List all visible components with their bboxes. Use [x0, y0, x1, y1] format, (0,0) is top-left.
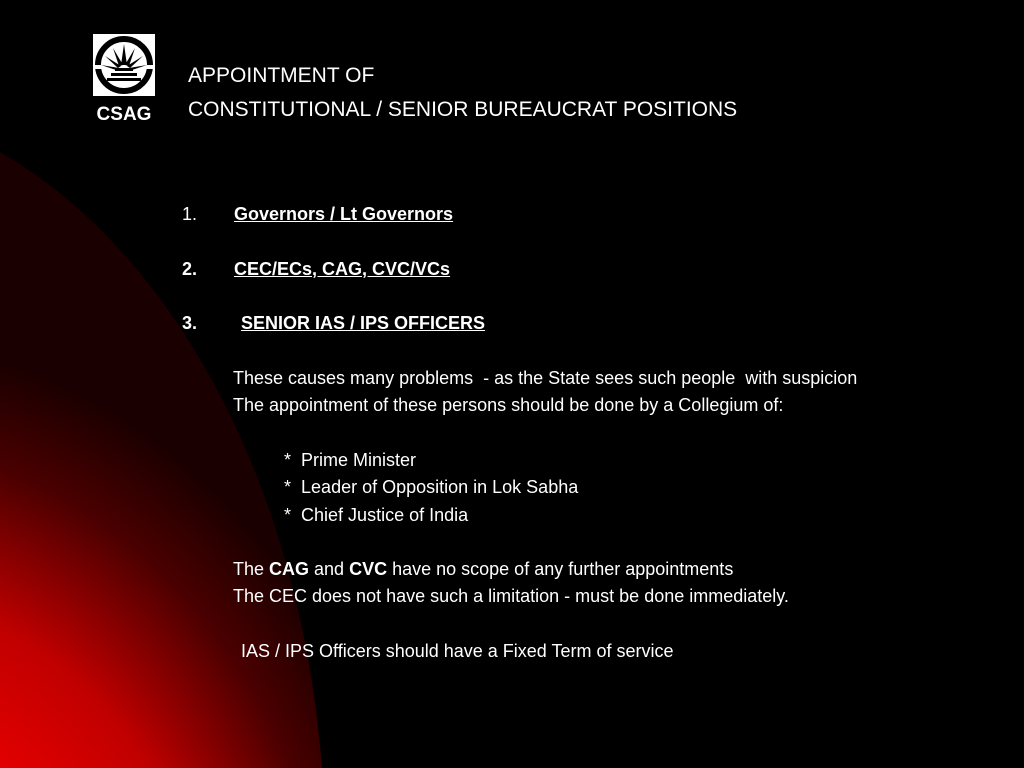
bullet-marker: *	[284, 450, 292, 470]
list-number-1: 1.	[182, 204, 198, 224]
red-arc-decoration	[0, 100, 325, 768]
list-item-governors: Governors / Lt Governors	[234, 204, 454, 224]
title-line-1: APPOINTMENT OF	[188, 64, 375, 87]
bullet-item	[284, 475, 578, 499]
logo-label: CSAG	[96, 104, 152, 125]
bullet-marker: *	[284, 505, 292, 525]
bullet-text: Chief Justice of India	[301, 505, 469, 525]
body-problems-text: These causes many problems - as the State sees such people with suspicion	[233, 368, 858, 388]
scope-post: have no scope of any further appointments	[387, 559, 734, 579]
scope-cvc: CVC	[349, 559, 388, 579]
body-fixed-term-text: IAS / IPS Officers should have a Fixed Term of service	[241, 641, 674, 661]
page-title	[188, 59, 737, 127]
scope-and: and	[309, 559, 350, 579]
bullet-text: Leader of Opposition in Lok Sabha	[301, 477, 579, 497]
list-item-cec: CEC/ECs, CAG, CVC/VCs	[234, 259, 451, 279]
logo	[93, 34, 155, 96]
title-line-2: CONSTITUTIONAL / SENIOR BUREAUCRAT POSITIONS	[188, 98, 738, 121]
body-scope-text	[233, 557, 733, 581]
bullet-marker: *	[284, 477, 292, 497]
list-item-senior-officers: SENIOR IAS / IPS OFFICERS	[241, 313, 486, 333]
bullet-text: Prime Minister	[301, 450, 417, 470]
list-number-3: 3.	[182, 313, 198, 333]
scope-pre: The	[233, 559, 270, 579]
bullet-item	[284, 503, 468, 527]
bullet-item	[284, 448, 416, 472]
list-number-2: 2.	[182, 259, 198, 279]
body-cec-text: The CEC does not have such a limitation - must be done immediately.	[233, 586, 789, 606]
lotus-emblem-icon	[93, 34, 155, 96]
body-collegium-text: The appointment of these persons should be done by a Collegium of:	[233, 395, 784, 415]
scope-cag: CAG	[269, 559, 310, 579]
